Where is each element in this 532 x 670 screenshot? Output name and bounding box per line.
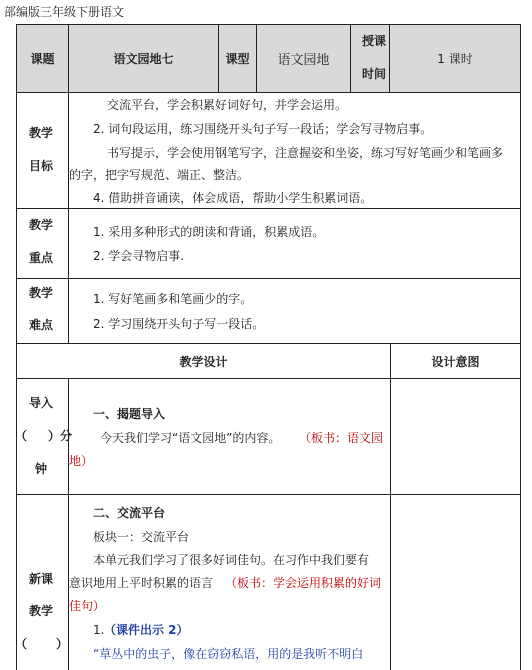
intro-text: 今天我们学习“语文园地”的内容。 [100,431,281,445]
key-points-label-1: 教学 [29,218,54,232]
new-lesson-board-note-cont: 佳句） [69,599,106,613]
goal-item: 交流平台，学会积累好词好句，并学会运用。 [107,98,348,112]
intro-board-note-cont: 地） [69,454,94,468]
difficulties-label-2: 难点 [29,318,54,332]
new-lesson-label-1: 新课 [29,572,54,586]
document-header: 部编版三年级下册语文 [4,5,125,19]
type-label: 课型 [225,52,250,66]
intro-heading: 一、揭题导入 [93,407,166,421]
time-label-line-1: 授课 [362,34,387,48]
time-label-line-2: 时间 [362,67,387,81]
difficulty-item: 2. 学习围绕开头句子写一段话。 [93,317,265,331]
time-label [351,25,389,92]
goal-item: 4. 借助拼音诵读，体会成语，帮助小学生积累词语。 [93,191,373,205]
new-lesson-label-3b: ） [56,637,69,651]
lesson-label: 课题 [30,52,55,66]
courseware-item-number: 1. [93,623,105,637]
new-lesson-paragraph: 本单元我们学习了很多好词佳句。在习作中我们要有 [93,553,370,567]
time-value: 1 课时 [437,52,473,66]
intro-label-3: 钟 [35,462,48,476]
new-lesson-paragraph-cont: 意识地用上平时积累的语言 [69,576,214,590]
intro-label-2b: ）分 [48,429,73,443]
goal-item: 的字，把字写规范、端正、整洁。 [69,168,250,182]
goals-label-1: 教学 [29,126,54,140]
goal-item: 书写提示，学会使用钢笔写字，注意握姿和坐姿，练习写好笔画少和笔画多 [107,146,504,160]
lesson-value: 语文园地七 [113,52,174,66]
new-lesson-block: 板块一：交流平台 [93,530,190,544]
intro-label-2a: （ [15,429,28,443]
key-points-label-2: 重点 [29,251,54,265]
intro-board-note: （板书：语文园 [299,431,384,445]
goals-label-2: 目标 [29,159,54,173]
key-point-item: 2. 学会寻物启事. [93,249,185,263]
courseware-item: （课件出示 2） [104,623,189,637]
type-value: 语文园地 [277,53,330,68]
new-lesson-label-3a: （ [15,637,28,651]
key-point-item: 1. 采用多种形式的朗读和背诵，积累成语。 [93,225,325,239]
intro-label-1: 导入 [29,396,54,410]
goal-item: 2. 词句段运用，练习围绕开头句子写一段话；学会写寻物启事。 [93,122,433,136]
difficulty-item: 1. 写好笔画多和笔画少的字。 [93,292,253,306]
new-lesson-label-2: 教学 [29,604,54,618]
design-header-left: 教学设计 [179,354,228,369]
quote-text: “草丛中的虫子，像在窃窃私语，用的是我听不明白 [93,647,364,661]
new-lesson-board-note: （板书：学会运用积累的好词 [225,576,382,590]
difficulties-label-1: 教学 [29,286,54,300]
design-header-right: 设计意图 [431,354,480,369]
new-lesson-heading: 二、交流平台 [93,506,166,520]
